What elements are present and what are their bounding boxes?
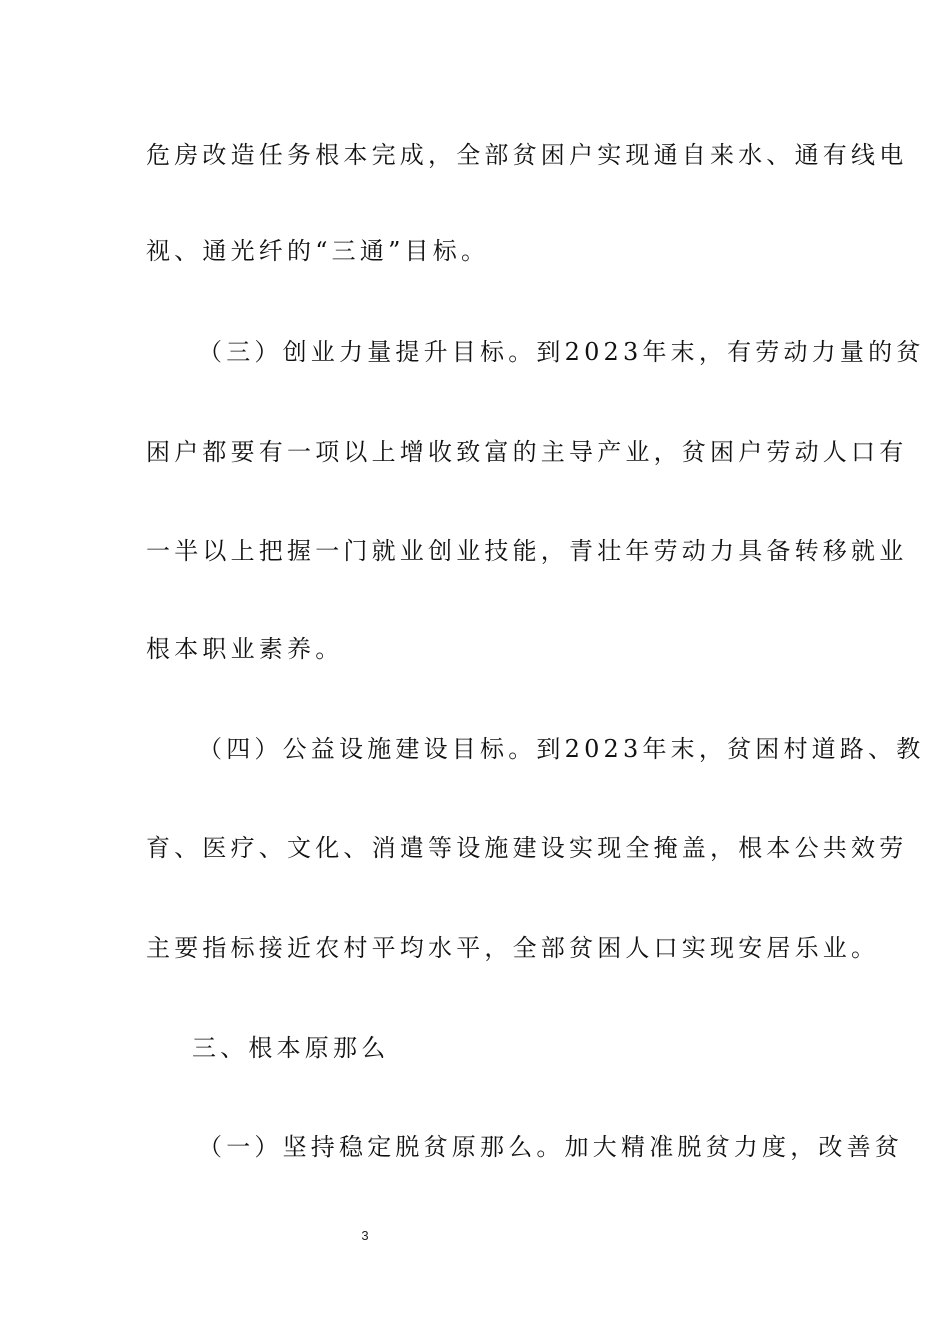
paragraph-line-6: 根本职业素养。 bbox=[146, 635, 344, 663]
paragraph-line-1: 危房改造任务根本完成，全部贫困户实现通自来水、通有线电 bbox=[146, 141, 908, 169]
paragraph-line-5: 一半以上把握一门就业创业技能，青壮年劳动力具备转移就业 bbox=[146, 537, 908, 565]
page-number: 3 bbox=[361, 1228, 369, 1243]
paragraph-line-7: （四）公益设施建设目标。到2023年末，贫困村道路、教 bbox=[198, 735, 925, 763]
paragraph-line-3: （三）创业力量提升目标。到2023年末，有劳动力量的贫 bbox=[198, 338, 925, 366]
paragraph-line-8: 育、医疗、文化、消遣等设施建设实现全掩盖，根本公共效劳 bbox=[146, 834, 908, 862]
paragraph-line-11: （一）坚持稳定脱贫原那么。加大精准脱贫力度，改善贫 bbox=[198, 1133, 903, 1161]
section-heading: 三、根本原那么 bbox=[192, 1034, 390, 1062]
paragraph-line-4: 困户都要有一项以上增收致富的主导产业，贫困户劳动人口有 bbox=[146, 438, 908, 466]
paragraph-line-9: 主要指标接近农村平均水平，全部贫困人口实现安居乐业。 bbox=[146, 934, 880, 962]
paragraph-line-2: 视、通光纤的“三通”目标。 bbox=[146, 237, 490, 265]
